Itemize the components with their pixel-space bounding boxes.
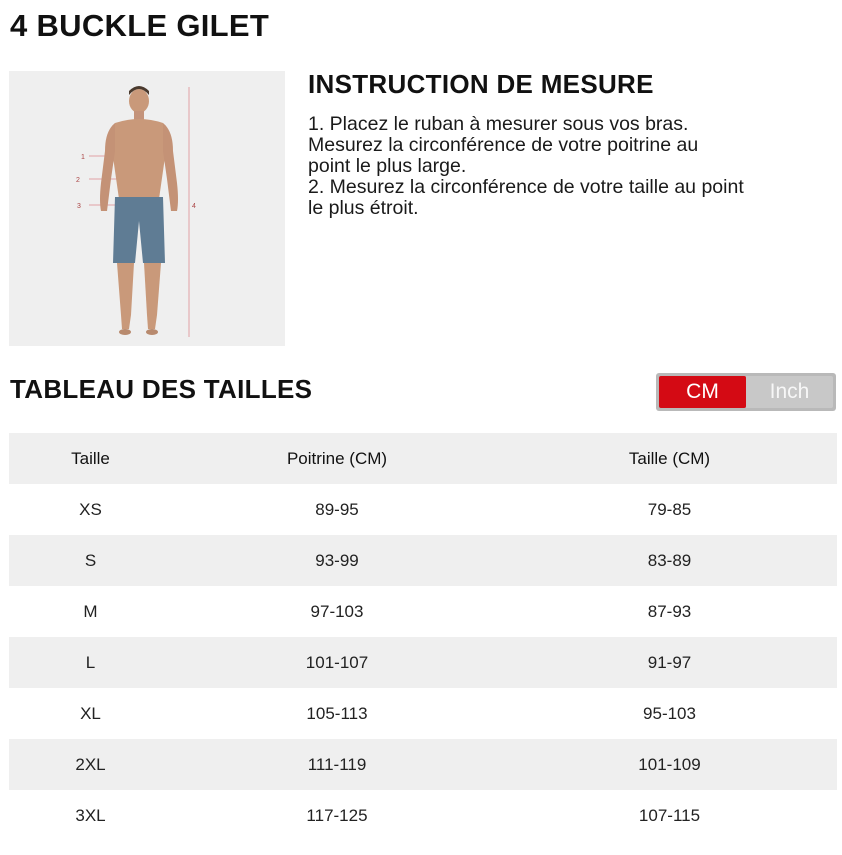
instructions-text [308, 114, 836, 219]
header-waist: Taille (CM) [628, 448, 711, 468]
cell-waist: 95-103 [643, 703, 696, 723]
cell-chest: 97-103 [310, 601, 364, 621]
header-size: Taille [71, 448, 110, 468]
header-chest: Poitrine (CM) [286, 448, 388, 468]
size-table-title: TABLEAU DES TAILLES [10, 374, 313, 404]
inch-unit-button[interactable]: Inch [746, 376, 833, 408]
table-row [9, 790, 837, 841]
model-figure-illustration [9, 71, 285, 346]
instruction-line: point le plus large. [308, 155, 467, 177]
instructions-title: INSTRUCTION DE MESURE [308, 69, 654, 99]
label-1: 1 [81, 154, 85, 161]
measurement-figure [9, 71, 285, 346]
cell-size: 2XL [75, 754, 106, 774]
product-title: 4 BUCKLE GILET [10, 8, 270, 43]
cell-waist: 79-85 [647, 499, 692, 519]
size-table [9, 433, 837, 841]
instruction-line: le plus étroit. [308, 197, 419, 219]
cell-chest: 111-119 [307, 754, 367, 774]
instruction-line: Mesurez la circonférence de votre poitrine au [308, 134, 699, 156]
table-row [9, 688, 837, 739]
cell-chest: 117-125 [306, 805, 368, 825]
cell-size: XL [80, 703, 101, 723]
table-row [9, 586, 837, 637]
cell-size: M [83, 601, 98, 621]
table-row [9, 484, 837, 535]
cell-chest: 93-99 [315, 550, 359, 570]
table-header-row [9, 433, 837, 484]
cell-waist: 87-93 [647, 601, 692, 621]
cell-chest: 101-107 [305, 652, 369, 672]
label-4: 4 [192, 203, 196, 210]
cell-waist: 91-97 [647, 652, 692, 672]
cell-waist: 107-115 [638, 805, 701, 825]
label-2: 2 [76, 177, 80, 184]
table-row [9, 739, 837, 790]
table-row [9, 535, 837, 586]
cell-size: S [84, 550, 97, 570]
cell-waist: 83-89 [647, 550, 692, 570]
cell-size: 3XL [75, 805, 106, 825]
table-row [9, 637, 837, 688]
cell-chest: 89-95 [315, 499, 359, 519]
cell-chest: 105-113 [306, 703, 368, 723]
cm-unit-button[interactable]: CM [659, 376, 746, 408]
cell-size: XS [79, 499, 102, 519]
unit-toggle [656, 373, 836, 411]
cell-size: L [85, 652, 96, 672]
label-3: 3 [77, 203, 81, 210]
instruction-line: 1. Placez le ruban à mesurer sous vos bras. [308, 113, 689, 135]
instruction-line: 2. Mesurez la circonférence de votre taille au point [308, 176, 744, 198]
cell-waist: 101-109 [638, 754, 701, 774]
